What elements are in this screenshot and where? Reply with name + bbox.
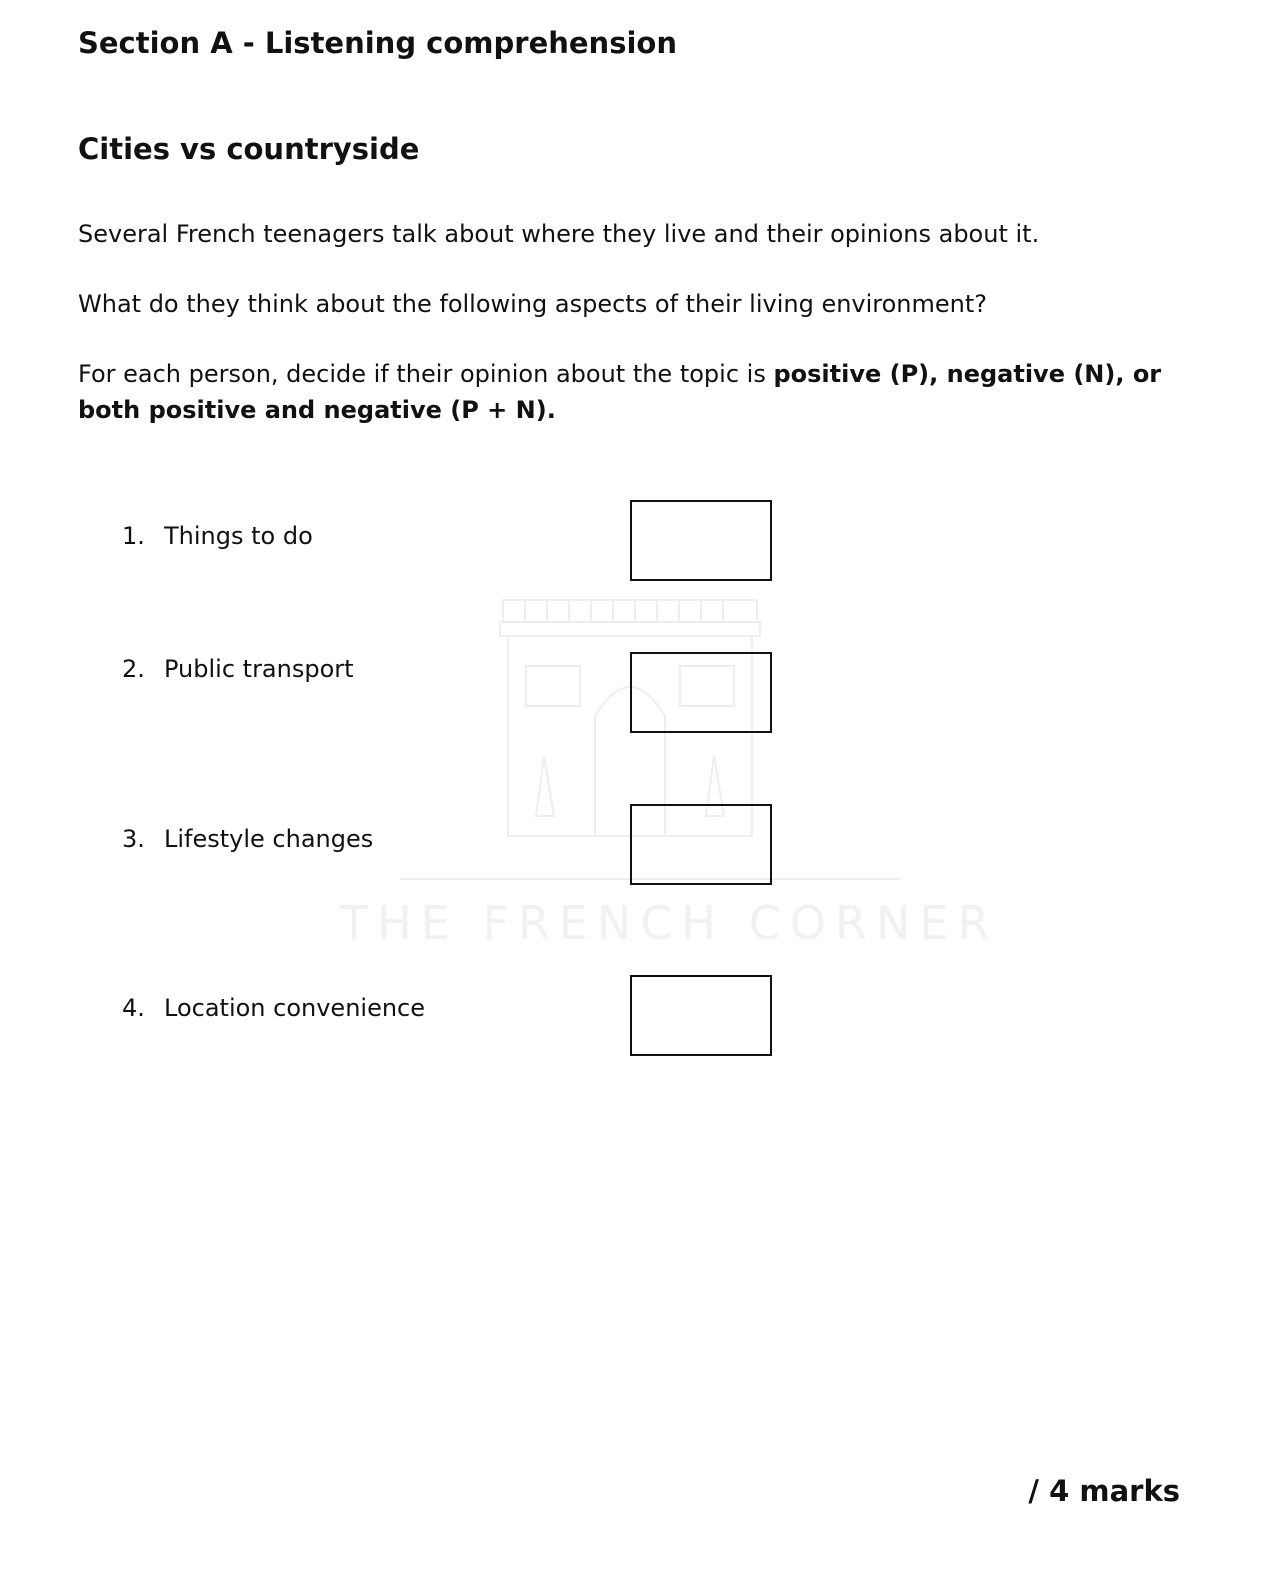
instruction-text <box>78 356 1188 428</box>
instruction-bold: positive (P), negative (N), or both positive and negative (P + N). <box>78 360 1162 424</box>
item-label: Public transport <box>164 655 354 683</box>
watermark <box>340 596 999 956</box>
item-number: 1. <box>122 522 145 550</box>
answer-box-1[interactable] <box>630 500 772 581</box>
item-number: 4. <box>122 994 145 1022</box>
item-label: Location convenience <box>164 994 426 1022</box>
list-item <box>122 655 354 683</box>
item-number: 3. <box>122 825 145 853</box>
marks-total: / 4 marks <box>1028 1474 1180 1508</box>
instruction-prefix: For each person, decide if their opinion about the topic is <box>78 360 774 388</box>
section-title: Section A - Listening comprehension <box>78 26 677 60</box>
list-item <box>122 994 425 1022</box>
item-label: Things to do <box>164 522 313 550</box>
answer-box-3[interactable] <box>630 804 772 885</box>
answer-box-2[interactable] <box>630 652 772 733</box>
topic-title: Cities vs countryside <box>78 132 420 166</box>
list-item <box>122 825 373 853</box>
item-number: 2. <box>122 655 145 683</box>
item-label: Lifestyle changes <box>164 825 374 853</box>
watermark-text: THE FRENCH CORNER <box>340 896 999 950</box>
answer-box-4[interactable] <box>630 975 772 1056</box>
question-text: What do they think about the following aspects of their living environment? <box>78 290 988 318</box>
list-item <box>122 522 313 550</box>
intro-text: Several French teenagers talk about where they live and their opinions about it. <box>78 220 1040 248</box>
